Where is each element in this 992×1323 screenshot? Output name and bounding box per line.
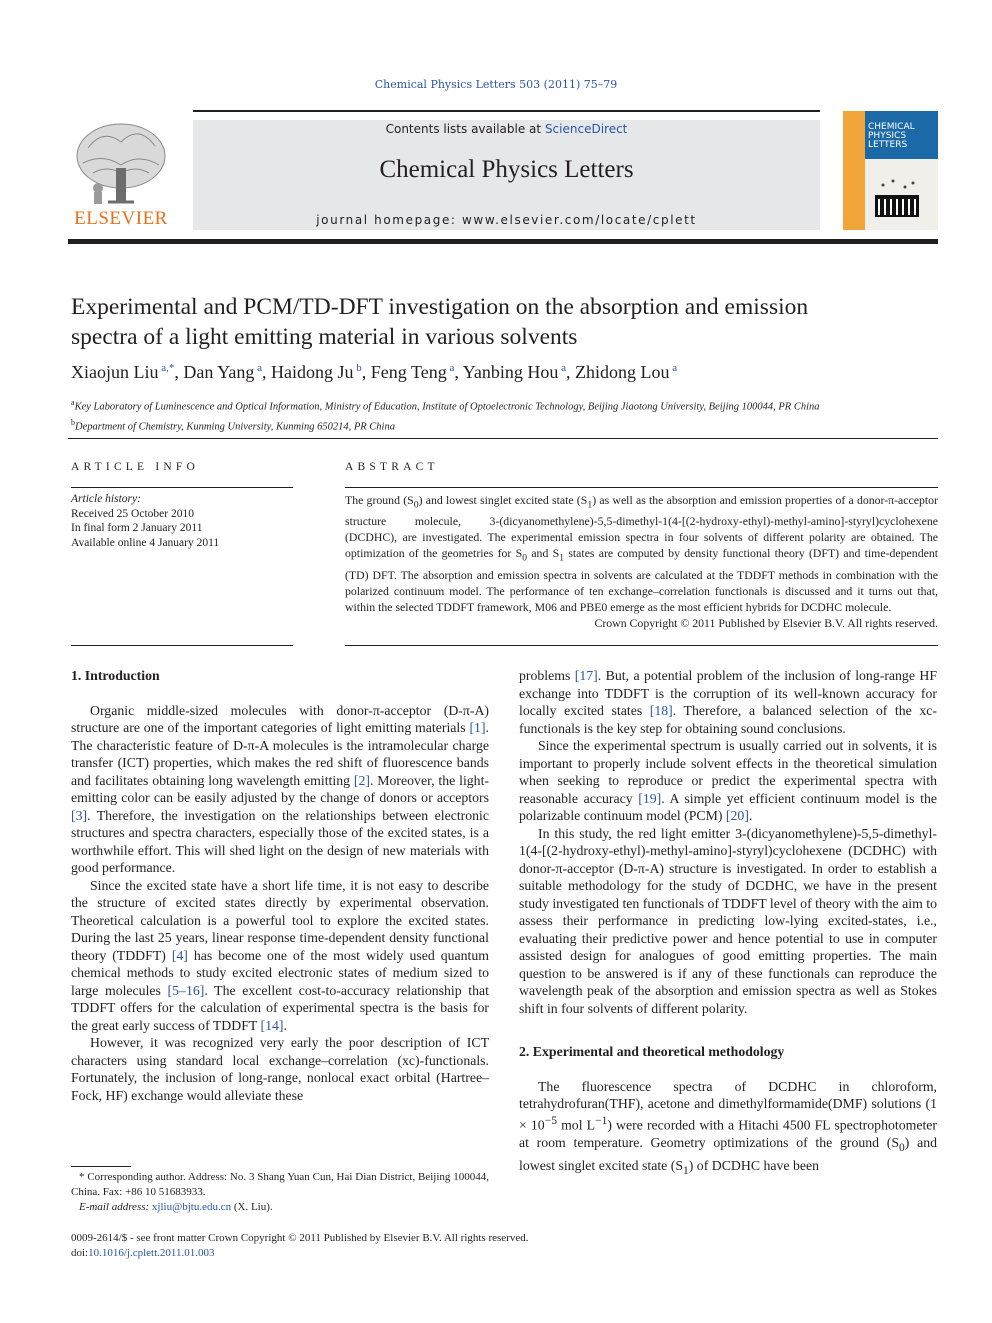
contents-prefix: Contents lists available at <box>385 122 545 136</box>
doi-line <box>71 1246 671 1261</box>
contents-line <box>193 122 820 136</box>
author-affiliation-mark[interactable]: a <box>672 362 678 374</box>
author-name[interactable]: Yanbing Hou <box>462 362 559 382</box>
spacer <box>71 685 489 702</box>
history-received: Received 25 October 2010 <box>71 507 194 520</box>
author-name[interactable]: Dan Yang <box>183 362 255 382</box>
subscript: 0 <box>899 1141 905 1154</box>
history-final-form: In final form 2 January 2011 <box>71 522 203 534</box>
text-fragment: . <box>283 1017 287 1033</box>
footnotes <box>71 1170 489 1215</box>
journal-citation[interactable]: Chemical Physics Letters 503 (2011) 75–79 <box>374 78 618 91</box>
text-fragment: . A simple yet efficient continuum model is the polarizable continuum model (PCM) <box>519 790 937 823</box>
reference-link[interactable]: [17] <box>574 668 598 683</box>
email-link[interactable]: xjliu@bjtu.edu.cn <box>151 1201 232 1213</box>
author-name[interactable]: Xiaojun Liu <box>71 362 159 382</box>
author-affiliation-mark[interactable]: a <box>449 362 455 374</box>
spacer <box>519 1061 937 1078</box>
section-rule <box>68 438 938 439</box>
text-fragment: Organic middle-sized molecules with donor-π-acceptor (D-π-A) structure are one of the important categories of light emitting materials <box>71 702 489 735</box>
header-rule <box>68 239 938 244</box>
sciencedirect-link[interactable]: ScienceDirect <box>544 122 628 136</box>
abstract-copyright: Crown Copyright © 2011 Published by Elsevier B.V. All rights reserved. <box>594 615 938 630</box>
text-fragment: ) of DCDHC have been <box>688 1157 820 1173</box>
abstract-heading: ABSTRACT <box>345 461 439 473</box>
body-column-left <box>71 667 489 1104</box>
paragraph <box>519 1078 937 1181</box>
abstract-fragment: ) as well as the absorption and emission properties of a donor-π-acceptor structure molecule, 3-(dicyanomethylene)-5,5-dimethyl-1(4-[(2-hydroxy-ethyl)-methyl-amino]-styryl)cyclohexene (DCDHC), are investigated. The experimental emission spectra in four solvents of different polarity are obtained. The optimization of the geometries for S <box>345 493 938 561</box>
abstract-fragment: states are computed by density functional theory (DFT) and time-dependent (TD) DFT. The absorption and emission spectra in solvents are calculated at the TDDFT methods in combination with the polarized continuum model. The performance of ten exchange–correlation functionals is discussed and it turns out that, within the selected TDDFT framework, M06 and PBE0 emerge as the most efficient hybrids for DCDHC molecule. <box>345 546 939 614</box>
affiliation-text: Department of Chemistry, Kunming University, Kunming 650214, PR China <box>75 421 395 432</box>
header-top-rule <box>193 110 820 112</box>
elsevier-wordmark: ELSEVIER <box>74 208 168 229</box>
author-name[interactable]: Feng Teng <box>370 362 447 382</box>
reference-link[interactable]: [3] <box>71 807 88 823</box>
author-affiliation-mark[interactable]: a,* <box>161 362 175 374</box>
title-line: spectra of a light emitting material in various solvents <box>71 324 578 350</box>
title-line: Experimental and PCM/TD-DFT investigation on the absorption and emission <box>71 294 809 320</box>
article-history <box>71 492 293 550</box>
doi-link[interactable]: 10.1016/j.cplett.2011.01.003 <box>88 1247 215 1259</box>
author-affiliation-mark[interactable]: b <box>356 362 362 374</box>
journal-homepage[interactable]: journal homepage: www.elsevier.com/locate/cplett <box>316 213 697 227</box>
email-label: E-mail address: <box>79 1201 152 1213</box>
text-fragment: . <box>748 808 753 823</box>
journal-name: Chemical Physics Letters <box>379 156 634 183</box>
reference-link[interactable]: [20] <box>725 808 749 823</box>
abstract-rule <box>345 645 938 646</box>
subscript: 1 <box>587 499 593 511</box>
subscript: 0 <box>522 552 528 564</box>
reference-link[interactable]: [18] <box>649 703 673 718</box>
cover-strip <box>843 111 865 230</box>
spacer <box>519 1017 937 1043</box>
abstract-rule <box>345 487 938 488</box>
text-fragment: . But, a potential problem of the inclusion of long-range HF exchange into TDDFT is the corruption of its well-known accuracy for locally excited states <box>519 668 938 718</box>
info-rule <box>71 487 293 488</box>
text-fragment: ) and lowest singlet excited state (S <box>519 1134 938 1173</box>
reference-link[interactable]: [2] <box>353 772 370 788</box>
affiliations <box>71 395 941 434</box>
cover-title-line: CHEMICAL <box>868 122 915 132</box>
text-fragment: . The excellent cost-to-accuracy relationship that TDDFT offers for the calculation of experimental spectra is the basis for the great early success of TDDFT <box>71 982 489 1033</box>
text-fragment: Since the excited state have a short life time, it is not easy to describe the structure of excited states directly by experimental observation. Theoretical calculation is a powerful tool to explore the excited states. During the last 25 years, linear response time-dependent density functional theory (TDDFT) <box>71 877 489 963</box>
tree-icon <box>68 118 174 210</box>
page-footer <box>71 1231 671 1261</box>
text-fragment: Since the experimental spectrum is usually carried out in solvents, it is important to properly include solvent effects in the theoretical simulation when seeking to reproduce or predict the experimental spectra with reasonable accuracy <box>519 738 937 806</box>
abstract-fragment: The ground (S <box>345 493 414 507</box>
abstract-fragment: and S <box>527 546 560 561</box>
footnote-rule <box>71 1166 131 1167</box>
subscript: 0 <box>413 499 419 511</box>
subscript: 1 <box>683 1164 689 1177</box>
paragraph: In this study, the red light emitter 3-(dicyanomethylene)-5,5-dimethyl-1(4-[(2-hydroxy-ethyl)-methyl-amino]-styryl)cyclohexene (DCDHC) with donor-π-acceptor (D-π-A) structure is investigated. In order to establish a suitable methodology for the study of DCDHC, we have in the present study investigated ten functionals of TDDFT level of theory with the aim to assess their performance in predicting low-lying excited-states, i.e., evaluating their predictive power and hence potential to use in computer assisted design for analogues of good emitting properties. The main question to be answered is if any of these functionals can reproduce the wavelength peak of the absorption and emission spectra as well as Stokes shift in four solvents of different polarity. <box>519 825 937 1016</box>
reference-link[interactable]: [1] <box>469 720 486 735</box>
superscript: −5 <box>544 1114 557 1127</box>
text-fragment: . The characteristic feature of D-π-A molecules is the intramolecular charge transfer (ICT) properties, which makes the red shift of fluorescence bands and facilitates obtaining long wavelength emitting <box>71 720 489 788</box>
issn-line: 0009-2614/$ - see front matter Crown Copyright © 2011 Published by Elsevier B.V. All rights reserved. <box>71 1232 529 1244</box>
author-name[interactable]: Haidong Ju <box>271 362 354 382</box>
elsevier-logo[interactable] <box>68 118 174 230</box>
email-suffix: (X. Liu). <box>231 1201 273 1213</box>
reference-link[interactable]: [4] <box>171 947 188 963</box>
paragraph <box>519 667 937 737</box>
affiliation-item <box>71 395 941 415</box>
history-online: Available online 4 January 2011 <box>71 536 220 549</box>
author-affiliation-mark[interactable]: a <box>257 362 263 374</box>
paragraph <box>519 737 937 825</box>
history-label: Article history: <box>71 493 141 505</box>
doi-label: doi: <box>71 1247 89 1259</box>
info-rule <box>71 645 293 646</box>
section-heading-introduction: 1. Introduction <box>71 668 160 683</box>
paragraph <box>71 877 489 1035</box>
text-fragment: . Therefore, the investigation on the relationships between electronic structures and spectra characters, especially those of the excited states, is a worthwhile effort. This will shed light on the design of new materials with good performance. <box>71 807 489 875</box>
journal-cover[interactable] <box>843 111 938 230</box>
paragraph: However, it was recognized very early the poor description of ICT characters using standard local exchange–correlation (xc)-functionals. Fortunately, the inclusion of long-range, nonlocal exact orbital (Hartree–Fock, HF) exchange would alleviate these <box>71 1035 489 1103</box>
text-fragment: ) were recorded with a Hitachi 4500 FL spectrophotometer at room temperature. Geometry optimizations of the ground (S <box>519 1117 938 1150</box>
author-list: Xiaojun Liu $^{a,*}$, Dan Yang $^a$, Haidong Ju $^b$, Feng Teng $^a$, Yanbing Hou $^a$, Zhidong Lou $^a$ <box>71 362 678 382</box>
body-column-right <box>519 667 937 1180</box>
author-affiliation-mark[interactable]: a <box>561 362 567 374</box>
reference-link[interactable]: [5–16] <box>167 982 205 998</box>
article-info-heading: ARTICLE INFO <box>71 461 199 473</box>
author-name[interactable]: Zhidong Lou <box>575 362 670 382</box>
affiliation-mark: a <box>71 398 75 407</box>
abstract-fragment: ) and lowest singlet excited state (S <box>418 493 588 507</box>
reference-link[interactable]: [14] <box>260 1017 284 1033</box>
text-fragment: mol L <box>556 1117 596 1133</box>
affiliation-text: Key Laboratory of Luminescence and Optical Information, Ministry of Education, Institute of Optoelectronic Technology, Beijing Jiaotong University, Beijing 100044, PR China <box>74 401 820 413</box>
superscript: −1 <box>595 1114 608 1127</box>
article-title <box>71 292 931 352</box>
email-note <box>71 1200 489 1215</box>
subscript: 1 <box>559 552 565 564</box>
reference-link[interactable]: [19] <box>638 790 662 806</box>
text-fragment: has become one of the most widely used quantum chemical methods to study excited electronic states of medium sized to large molecules <box>71 947 490 998</box>
corresponding-author-note: * Corresponding author. Address: No. 3 Shang Yuan Cun, Hai Dian District, Beijing 100044, China. Fax: +86 10 51683933. <box>71 1171 489 1198</box>
text-fragment: The fluorescence spectra of DCDHC in chloroform, tetrahydrofuran(THF), acetone and dimethylformamide(DMF) solutions (1 × 10 <box>519 1078 937 1133</box>
text-fragment: problems <box>519 668 575 683</box>
paragraph <box>71 702 489 877</box>
cover-title-line: PHYSICS <box>868 131 907 141</box>
affiliation-mark: b <box>71 417 75 427</box>
section-heading-methodology: 2. Experimental and theoretical methodology <box>519 1044 785 1059</box>
cover-title-line: LETTERS <box>868 140 908 150</box>
text-fragment: . Therefore, a balanced selection of the xc-functionals is the key step for obtaining sound conclusions. <box>519 703 937 736</box>
cover-title <box>868 123 915 150</box>
affiliation-item <box>71 415 941 435</box>
text-fragment: . Moreover, the light-emitting color can be easily adjusted by the change of donors or acceptors <box>71 772 490 805</box>
journal-masthead <box>193 120 820 230</box>
abstract-text <box>345 492 938 631</box>
